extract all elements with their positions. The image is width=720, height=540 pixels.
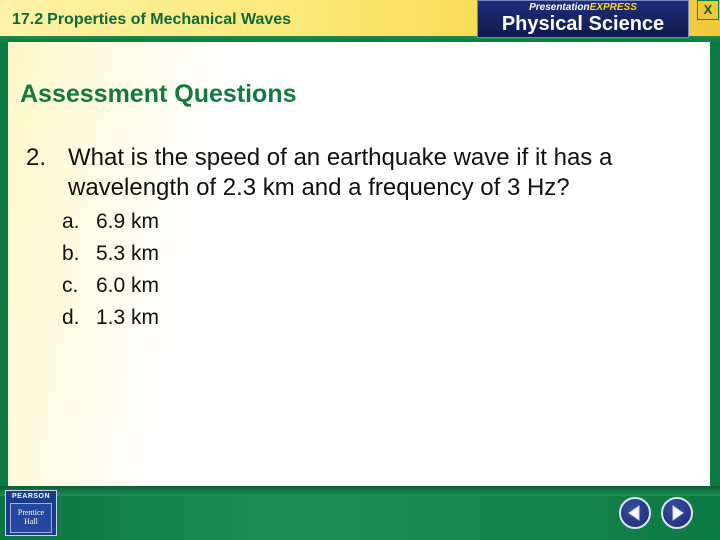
section-number: 17.2 (12, 11, 44, 28)
next-slide-button[interactable] (661, 497, 693, 529)
publisher-imprint (10, 503, 52, 533)
close-button[interactable]: X (697, 0, 719, 20)
answer-text: 1.3 km (96, 306, 160, 329)
answer-text: 6.0 km (96, 274, 160, 297)
answer-option-a[interactable] (62, 206, 159, 238)
slide-heading: Assessment Questions (20, 80, 297, 108)
answer-option-c[interactable] (62, 270, 159, 302)
triangle-right-icon (663, 499, 691, 527)
answer-letter: c. (62, 274, 79, 297)
brand-logo (477, 0, 689, 38)
answer-letter: b. (62, 242, 80, 265)
previous-slide-button[interactable] (619, 497, 651, 529)
imprint-line-2: Hall (24, 517, 38, 526)
question-text: What is the speed of an earthquake wave if it has a wavelength of 2.3 km and a frequency of 3 Hz? (68, 144, 613, 201)
answer-letter: a. (62, 210, 80, 233)
answer-option-d[interactable] (62, 302, 159, 334)
brand-tagline (478, 2, 688, 13)
answer-list (62, 206, 159, 334)
triangle-left-icon (621, 499, 649, 527)
content-border (710, 42, 720, 486)
imprint-line-1: Prentice (17, 508, 45, 517)
answer-option-b[interactable] (62, 238, 159, 270)
answer-text: 5.3 km (96, 242, 160, 265)
section-title (12, 11, 291, 29)
question-number: 2. (26, 144, 47, 171)
answer-letter: d. (62, 306, 80, 329)
brand-prefix: Presentation (529, 2, 590, 13)
brand-suffix: EXPRESS (589, 2, 637, 13)
footer-stripe (0, 486, 720, 496)
publisher-logo (5, 490, 57, 536)
publisher-name: PEARSON (11, 493, 51, 500)
section-title-text: Properties of Mechanical Waves (47, 11, 292, 28)
answer-text: 6.9 km (96, 210, 160, 233)
brand-name: Physical Science (501, 13, 665, 35)
